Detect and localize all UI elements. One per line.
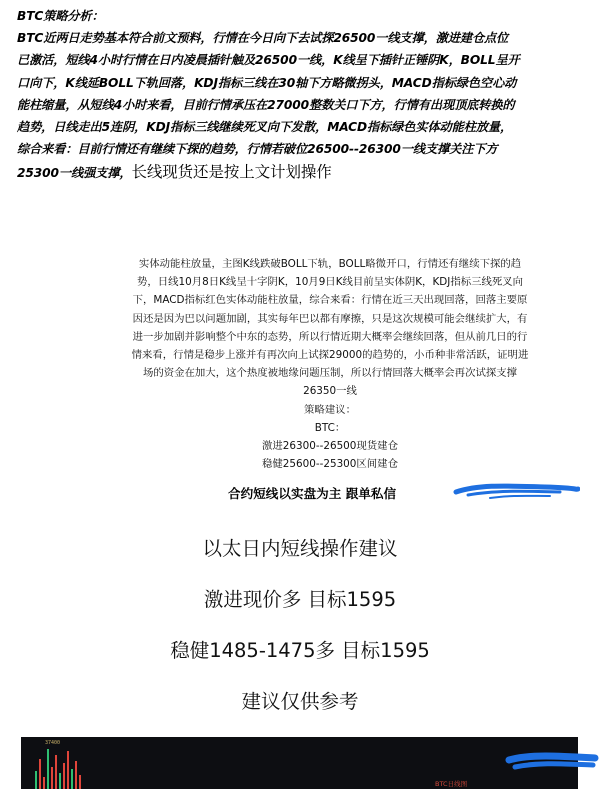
chart-candle [63, 763, 65, 789]
analysis-last-bold: 25300一线强支撑， [17, 166, 132, 181]
chart-title-label: BTC日线图 [435, 780, 468, 788]
chart-candle [39, 759, 41, 789]
redaction-scribble-2 [505, 748, 600, 776]
eth-title: 以太日内短线操作建议 [202, 537, 398, 560]
strategy-line: 下，MACD指标红色实体动能柱放量，综合来看：行情在近三天出现回落，回落主要原 [132, 294, 528, 307]
eth-steady: 稳健1485-1475多 目标1595 [170, 639, 430, 662]
analysis-text-block [0, 0, 600, 196]
analysis-line: 口向下，K线延BOLL下轨回落，KDJ指标三线在30轴下方略微拐头，MACD指标绿色空心动 [17, 75, 517, 90]
strategy-line: 进一步加剧并影响整个中东的态势，所以行情近期大概率会继续回落，但从前几日的行 [132, 330, 528, 343]
redaction-scribble [450, 478, 580, 504]
signup-text: 合约短线以实盘为主 跟单私信 [228, 486, 397, 501]
analysis-line: 趋势，日线走出5连阴，KDJ指标三线继续死叉向下发散，MACD指标绿色实体动能柱放量， [17, 120, 513, 135]
chart-candle [79, 775, 81, 789]
strategy-line: 26350一线 [303, 385, 357, 398]
strategy-line: 情来看，行情是稳步上涨并有再次向上试探29000的趋势的，小币种非常活跃，证明进 [131, 349, 529, 362]
analysis-line: 已激活，短线4小时行情在日内凌晨插针触及26500一线，K线呈下插针正锤阴K，BOLL呈开 [17, 53, 520, 68]
eth-aggressive: 激进现价多 目标1595 [203, 588, 397, 611]
strategy-line: 因还是因为巴以问题加剧，其实每年巴以都有摩擦，只是这次规模可能会继续扩大，有 [132, 312, 528, 325]
chart-candle [67, 751, 69, 789]
chart-candle [51, 767, 53, 789]
strategy-text-block [100, 255, 560, 473]
analysis-line: 综合来看：目前行情还有继续下探的趋势，行情若破位26500--26300一线支撑关注下方 [17, 142, 498, 157]
analysis-line: 能柱缩量，从短线4小时来看，目前行情承压在27000整数关口下方，行情有出现顶底转换的 [17, 97, 515, 112]
strategy-line: 实体动能柱放量，主图K线跌破BOLL下轨，BOLL略微开口，行情还有继续下探的趋 [138, 258, 522, 270]
eth-disclaimer: 建议仅供参考 [241, 690, 359, 713]
strategy-line: 势，日线10月8日K线呈十字阴K，10月9日K线目前呈实体阴K，KDJ指标三线死叉向 [136, 276, 524, 289]
chart-price-label: 37400 [45, 740, 61, 746]
analysis-line: BTC近两日走势基本符合前文预料，行情在今日向下去试探26500一线支撑，激进建仓点位 [17, 31, 509, 46]
strategy-line: 稳健25600--25300区间建仓 [262, 458, 398, 471]
strategy-line: BTC： [314, 421, 346, 434]
analysis-last-tail: 长线现货还是按上文计划操作 [131, 163, 332, 182]
chart-thumbnail [21, 737, 578, 789]
strategy-line: 策略建议： [304, 403, 356, 416]
chart-candle [55, 755, 57, 789]
strategy-line: 激进26300--26500现货建仓 [262, 440, 398, 453]
chart-candle [35, 771, 37, 789]
chart-candles [21, 737, 578, 789]
strategy-line: 场的资金在加大，这个热度被地缘问题压制，所以行情回落大概率会再次试探支撑 [142, 367, 518, 380]
chart-candle [59, 773, 61, 789]
analysis-last-line [17, 160, 590, 185]
chart-candle [47, 749, 49, 789]
chart-candle [71, 769, 73, 789]
chart-candle [75, 761, 77, 789]
analysis-line: BTC策略分析： [17, 9, 104, 23]
chart-candle [43, 777, 45, 789]
